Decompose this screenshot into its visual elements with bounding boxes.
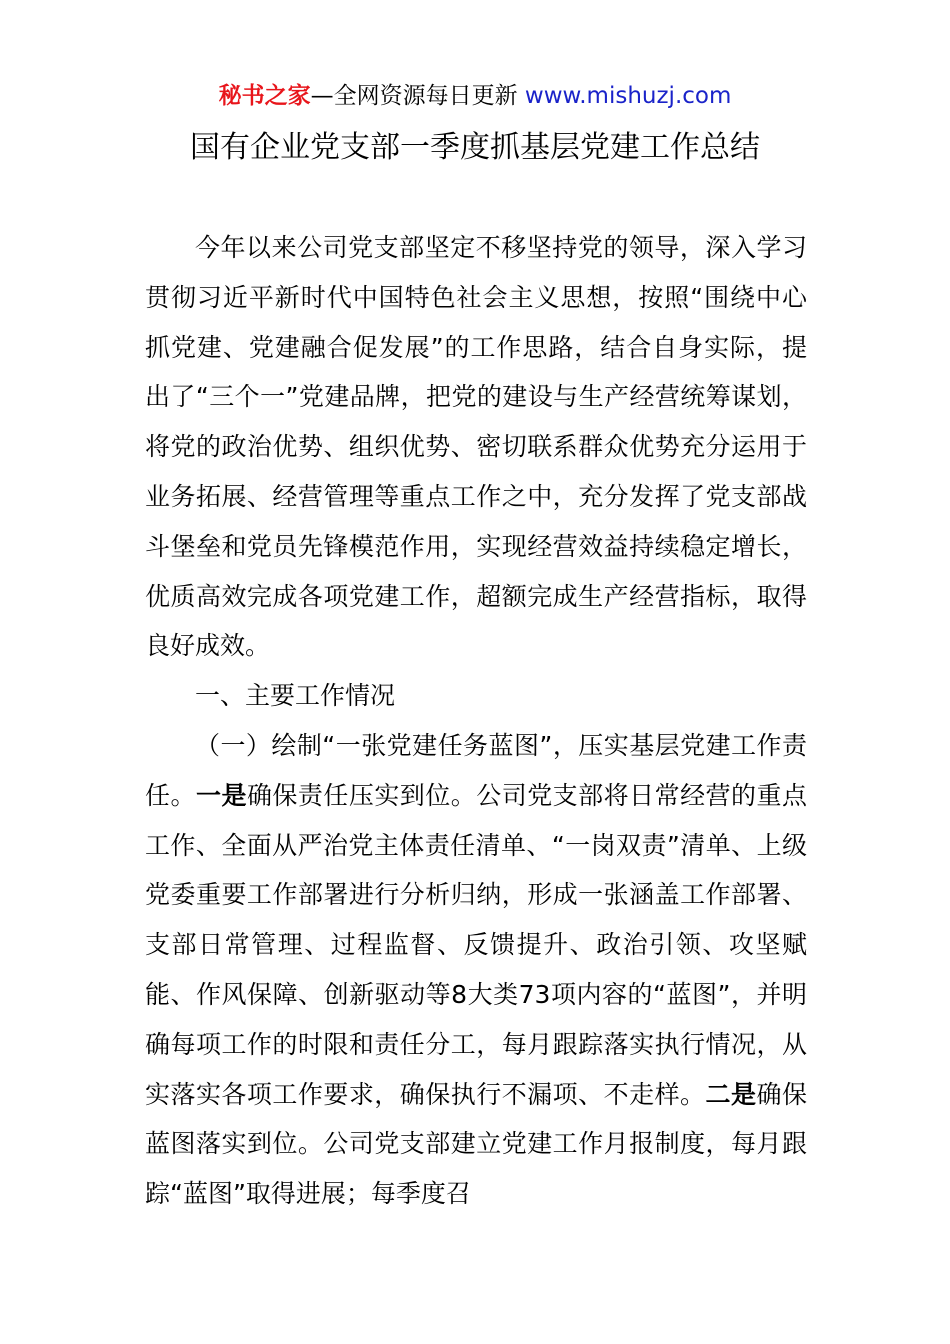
subsection-paragraph xyxy=(145,721,807,1219)
site-url[interactable]: www.mishuzj.com xyxy=(524,83,732,109)
site-header xyxy=(0,80,950,112)
brand-name: 秘书之家 xyxy=(218,83,311,109)
document-body xyxy=(145,223,807,1219)
section-heading: 一、主要工作情况 xyxy=(195,681,396,711)
point-one-text: 确保责任压实到位。公司党支部将日常经营的重点工作、全面从严治党主体责任清单、“一岗双责”清单、上级党委重要工作部署进行分析归纳，形成一张涵盖工作部署、支部日常管理、过程监督、反馈提升、政治引领、攻坚赋能、作风保障、创新驱动等8大类73项内容的“蓝图”，并明确每项工作的时限和责任分工，每月跟踪落实执行情况，从实落实各项工作要求，确保执行不漏项、不走样。 xyxy=(145,780,807,1109)
header-tagline: —全网资源每日更新 xyxy=(310,83,525,109)
intro-paragraph: 今年以来公司党支部坚定不移坚持党的领导，深入学习贯彻习近平新时代中国特色社会主义思想，按照“围绕中心抓党建、党建融合促发展”的工作思路，结合自身实际，提出了“三个一”党建品牌，把党的建设与生产经营统筹谋划，将党的政治优势、组织优势、密切联系群众优势充分运用于业务拓展、经营管理等重点工作之中，充分发挥了党支部战斗堡垒和党员先锋模范作用，实现经营效益持续稳定增长，优质高效完成各项党建工作，超额完成生产经营指标，取得良好成效。 xyxy=(145,233,807,661)
point-two-text: 确保蓝图落实到位。公司党支部建立党建工作月报制度，每月跟踪“蓝图”取得进展；每季度召 xyxy=(145,1079,807,1209)
document-title: 国有企业党支部一季度抓基层党建工作总结 xyxy=(190,130,760,165)
subsection-heading: （一）绘制“一张党建任务蓝图”，压实基层党建工作责任。 xyxy=(145,730,807,810)
point-one-label: 一是 xyxy=(195,780,247,810)
point-two-label: 二是 xyxy=(705,1079,757,1109)
